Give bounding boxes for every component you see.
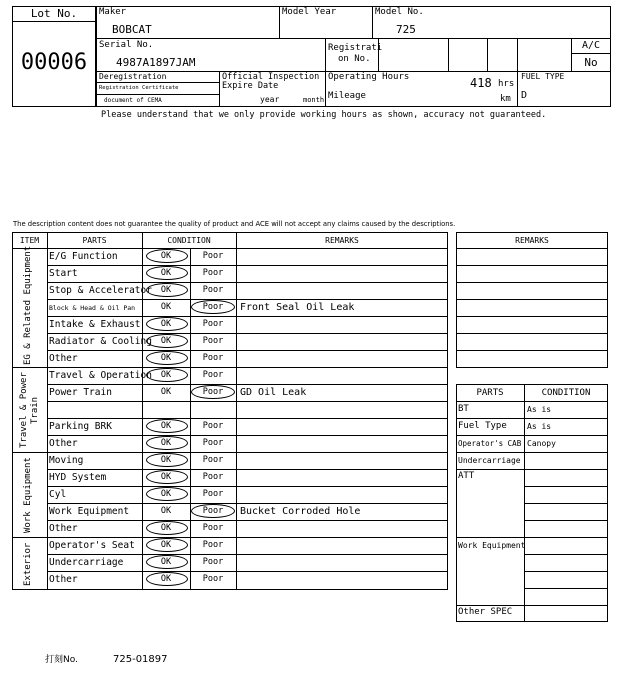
ok-selected-circle — [146, 419, 188, 433]
condition-poor: Poor — [202, 574, 224, 584]
inspection-row — [47, 554, 448, 571]
condition-poor: Poor — [202, 557, 224, 567]
condition-poor: Poor — [202, 387, 224, 397]
col-condition-header: CONDITION — [167, 236, 211, 245]
condition-ok: OK — [160, 251, 172, 261]
condition-poor: Poor — [202, 268, 224, 278]
col-parts-header: PARTS — [82, 236, 107, 245]
condition-ok: OK — [160, 472, 172, 482]
hours-notice: Please understand that we only provide working hours as shown, accuracy not guaranteed. — [101, 110, 547, 120]
ok-selected-circle — [146, 487, 188, 501]
row-part: Work Equipment — [49, 506, 130, 517]
condition-poor: Poor — [202, 421, 224, 431]
condition-poor: Poor — [202, 523, 224, 533]
row-part: Travel & Operation — [49, 370, 152, 381]
condition-ok: OK — [160, 353, 172, 363]
spec-part-fuel: Fuel Type — [458, 421, 507, 431]
inspection-row — [47, 299, 448, 316]
poor-selected-circle — [191, 300, 235, 314]
group-label-eg: EG & Related Equipment — [23, 245, 33, 365]
group-label-travel: Travel & Power — [19, 372, 29, 448]
row-part: Undercarriage — [49, 557, 124, 568]
ac-label: A/C — [581, 40, 601, 51]
condition-poor: Poor — [202, 336, 224, 346]
model-year-label: Model Year — [282, 7, 337, 17]
condition-ok: OK — [160, 506, 172, 516]
fuel-type-label: FUEL TYPE — [521, 72, 565, 81]
inspection-row — [47, 520, 448, 537]
condition-ok: OK — [160, 455, 172, 465]
ok-selected-circle — [146, 334, 188, 348]
row-part: Other — [49, 574, 78, 585]
condition-ok: OK — [160, 336, 172, 346]
condition-poor: Poor — [202, 540, 224, 550]
spec-part-bt: BT — [458, 404, 469, 414]
ok-selected-circle — [146, 317, 188, 331]
spec-col-parts: PARTS — [476, 388, 504, 398]
stamp-label: 打刻No. — [45, 655, 78, 665]
inspection-label: Official Inspection — [222, 72, 320, 82]
spec-col-condition: CONDITION — [541, 388, 591, 398]
spec-value-fuel: As is — [527, 422, 552, 431]
right-remarks-header: REMARKS — [515, 236, 549, 245]
inspection-row — [47, 265, 448, 282]
registration-label: Registrati — [328, 43, 383, 53]
ok-selected-circle — [146, 368, 188, 382]
condition-ok: OK — [160, 523, 172, 533]
inspection-row — [47, 367, 448, 384]
condition-ok: OK — [160, 557, 172, 567]
group-label-exterior: Exterior — [23, 542, 33, 586]
mileage-unit: km — [500, 94, 511, 104]
serial-value: 4987A1897JAM — [116, 56, 196, 69]
mileage-label: Mileage — [328, 91, 366, 101]
hours-value: 418 — [470, 76, 492, 90]
inspection-row — [47, 316, 448, 333]
spec-att-label: ATT — [458, 471, 475, 481]
spec-value-cab: Canopy — [527, 439, 556, 448]
row-remark: Bucket Corroded Hole — [240, 506, 361, 517]
spec-value-bt: As is — [527, 405, 552, 414]
condition-poor: Poor — [202, 472, 224, 482]
inspection-row — [47, 384, 448, 401]
row-part: Moving — [49, 455, 84, 466]
inspection-row — [47, 333, 448, 350]
spec-part-cab: Operator's CAB — [458, 439, 522, 448]
deregistration-label: Deregistration — [99, 72, 167, 81]
condition-poor: Poor — [202, 251, 224, 261]
poor-selected-circle — [191, 504, 235, 518]
year-label: year — [260, 95, 280, 104]
row-part: Operator's Seat — [49, 540, 135, 551]
ok-selected-circle — [146, 470, 188, 484]
row-part: E/G Function — [49, 251, 118, 262]
row-part: Other — [49, 523, 78, 534]
row-part: Other — [49, 353, 78, 364]
hours-unit: hrs — [498, 79, 515, 89]
condition-poor: Poor — [202, 370, 224, 380]
row-remark: GD Oil Leak — [240, 387, 307, 398]
spec-part-undercarriage: Undercarriage — [458, 456, 521, 465]
model-no-label: Model No. — [375, 7, 424, 17]
condition-ok: OK — [160, 387, 172, 397]
row-part: Other — [49, 438, 78, 449]
disclaimer: The description content does not guarantee the quality of product and ACE will not accept any claims caused by the descriptions. — [13, 220, 456, 228]
ok-selected-circle — [146, 572, 188, 586]
lot-label: Lot No. — [30, 7, 78, 20]
row-part: HYD System — [49, 472, 107, 483]
serial-label: Serial No. — [99, 40, 154, 50]
inspection-row — [47, 571, 448, 588]
fuel-type-value: D — [521, 90, 528, 101]
condition-poor: Poor — [202, 489, 224, 499]
hours-label: Operating Hours — [328, 72, 410, 82]
condition-poor: Poor — [202, 438, 224, 448]
inspection-row — [47, 452, 448, 469]
row-part: Intake & Exhaust — [49, 319, 141, 330]
condition-ok: OK — [160, 319, 172, 329]
condition-ok: OK — [160, 285, 172, 295]
condition-poor: Poor — [202, 319, 224, 329]
row-part: Block & Head & Oil Pan — [49, 304, 136, 312]
ok-selected-circle — [146, 249, 188, 263]
ok-selected-circle — [146, 555, 188, 569]
inspection-row — [47, 537, 448, 554]
cema-label: document of CEMA — [104, 97, 162, 104]
inspection-row — [47, 486, 448, 503]
row-part: Power Train — [49, 387, 112, 398]
condition-poor: Poor — [202, 506, 224, 516]
row-part: Start — [49, 268, 78, 279]
month-label: month — [303, 96, 325, 104]
condition-poor: Poor — [202, 353, 224, 363]
maker-label: Maker — [99, 7, 127, 17]
reg-cert-label: Registration Certificate — [99, 85, 179, 91]
condition-ok: OK — [160, 574, 172, 584]
condition-ok: OK — [160, 302, 172, 312]
inspection-row — [47, 401, 448, 418]
inspection-row — [47, 248, 448, 265]
lot-number: 00006 — [20, 50, 88, 75]
condition-ok: OK — [160, 489, 172, 499]
inspection-row — [47, 282, 448, 299]
model-no-value: 725 — [396, 23, 416, 36]
condition-ok: OK — [160, 438, 172, 448]
group-label-travel-2: Train — [30, 396, 40, 424]
condition-poor: Poor — [202, 302, 224, 312]
row-part: Parking BRK — [49, 421, 112, 432]
inspection-row — [47, 503, 448, 520]
ok-selected-circle — [146, 538, 188, 552]
inspection-row — [47, 469, 448, 486]
registration-label-2: on No. — [338, 54, 371, 64]
ok-selected-circle — [146, 436, 188, 450]
spec-work-equipment-label: Work Equipment — [458, 541, 526, 550]
maker-value: BOBCAT — [112, 23, 152, 36]
ac-value: No — [584, 56, 598, 69]
col-remarks-header: REMARKS — [325, 236, 359, 245]
poor-selected-circle — [191, 385, 235, 399]
spec-other-label: Other SPEC — [458, 607, 513, 617]
ok-selected-circle — [146, 351, 188, 365]
condition-poor: Poor — [202, 455, 224, 465]
condition-ok: OK — [160, 268, 172, 278]
stamp-number: 725-01897 — [113, 654, 168, 665]
row-part: Stop & Accelerator — [49, 285, 152, 296]
col-item-header: ITEM — [19, 236, 40, 245]
row-part: Cyl — [49, 489, 67, 500]
inspection-row — [47, 418, 448, 435]
inspection-label-2: Expire Date — [222, 81, 279, 91]
ok-selected-circle — [146, 521, 188, 535]
inspection-row — [47, 435, 448, 452]
row-part: Radiator & Cooling — [49, 336, 152, 347]
ok-selected-circle — [146, 283, 188, 297]
ok-selected-circle — [146, 453, 188, 467]
condition-ok: OK — [160, 421, 172, 431]
row-remark: Front Seal Oil Leak — [240, 302, 355, 313]
ok-selected-circle — [146, 266, 188, 280]
inspection-row — [47, 350, 448, 367]
condition-ok: OK — [160, 370, 172, 380]
condition-poor: Poor — [202, 285, 224, 295]
group-label-work: Work Equipment — [23, 457, 33, 533]
condition-ok: OK — [160, 540, 172, 550]
